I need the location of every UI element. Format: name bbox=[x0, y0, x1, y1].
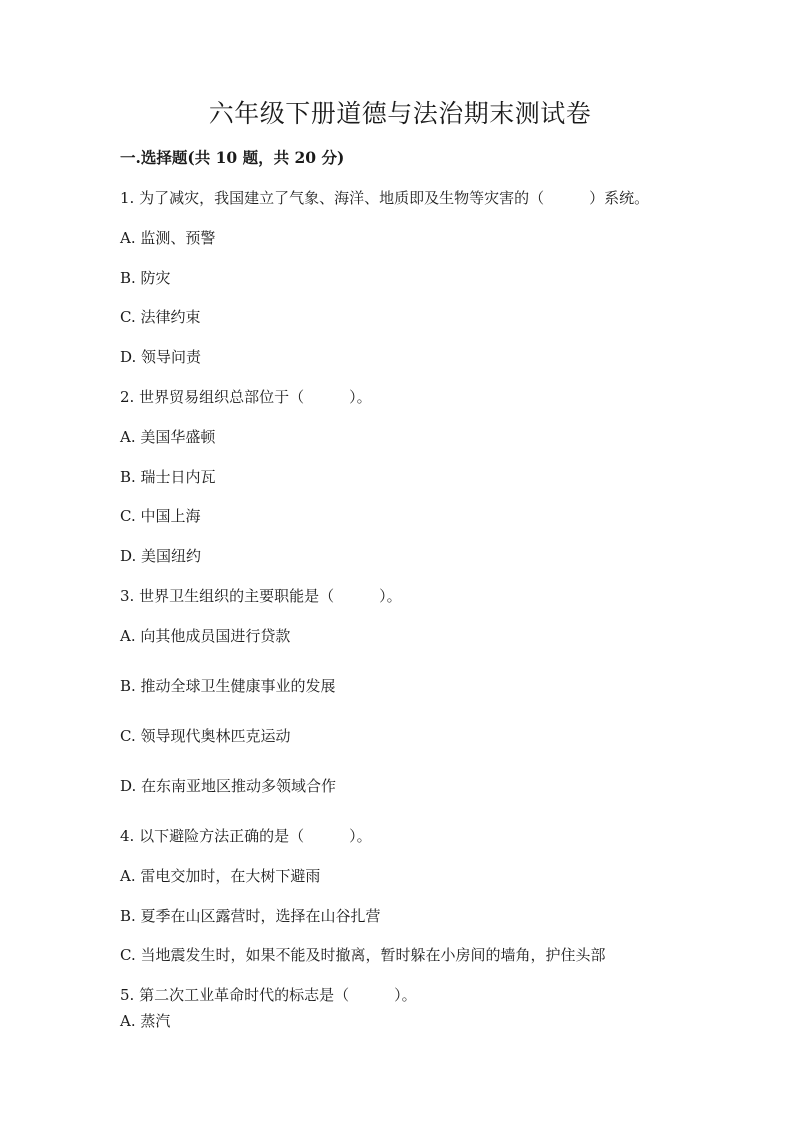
question-3-option-b: B. 推动全球卫生健康事业的发展 bbox=[120, 677, 336, 695]
question-2-option-d: D. 美国纽约 bbox=[120, 547, 202, 565]
question-2-stem: 2. 世界贸易组织总部位于（ ）。 bbox=[120, 388, 372, 406]
section-heading: 一.选择题(共 10 题，共 20 分) bbox=[120, 148, 345, 167]
question-2-option-a: A. 美国华盛顿 bbox=[120, 428, 216, 446]
question-4-stem: 4. 以下避险方法正确的是（ ）。 bbox=[120, 827, 372, 845]
question-2-option-c: C. 中国上海 bbox=[120, 507, 201, 525]
question-3-option-c: C. 领导现代奥林匹克运动 bbox=[120, 727, 291, 745]
question-3-option-a: A. 向其他成员国进行贷款 bbox=[120, 627, 291, 645]
question-2-option-b: B. 瑞士日内瓦 bbox=[120, 468, 216, 486]
question-4-option-c: C. 当地震发生时，如果不能及时撤离，暂时躲在小房间的墙角，护住头部 bbox=[120, 946, 606, 964]
question-1-option-c: C. 法律约束 bbox=[120, 308, 201, 326]
question-1-option-d: D. 领导问责 bbox=[120, 348, 202, 366]
question-3-stem: 3. 世界卫生组织的主要职能是（ ）。 bbox=[120, 587, 402, 605]
question-1-option-b: B. 防灾 bbox=[120, 269, 171, 287]
question-1-stem: 1. 为了减灾，我国建立了气象、海洋、地质即及生物等灾害的（ ）系统。 bbox=[120, 189, 650, 207]
question-4-option-a: A. 雷电交加时，在大树下避雨 bbox=[120, 867, 321, 885]
question-3-option-d: D. 在东南亚地区推动多领域合作 bbox=[120, 777, 337, 795]
question-5-stem: 5. 第二次工业革命时代的标志是（ ）。 bbox=[120, 986, 417, 1004]
question-1-option-a: A. 监测、预警 bbox=[120, 229, 216, 247]
question-4-option-b: B. 夏季在山区露营时，选择在山谷扎营 bbox=[120, 907, 381, 925]
question-5-option-a: A. 蒸汽 bbox=[120, 1012, 171, 1030]
page-title: 六年级下册道德与法治期末测试卷 bbox=[208, 99, 592, 128]
